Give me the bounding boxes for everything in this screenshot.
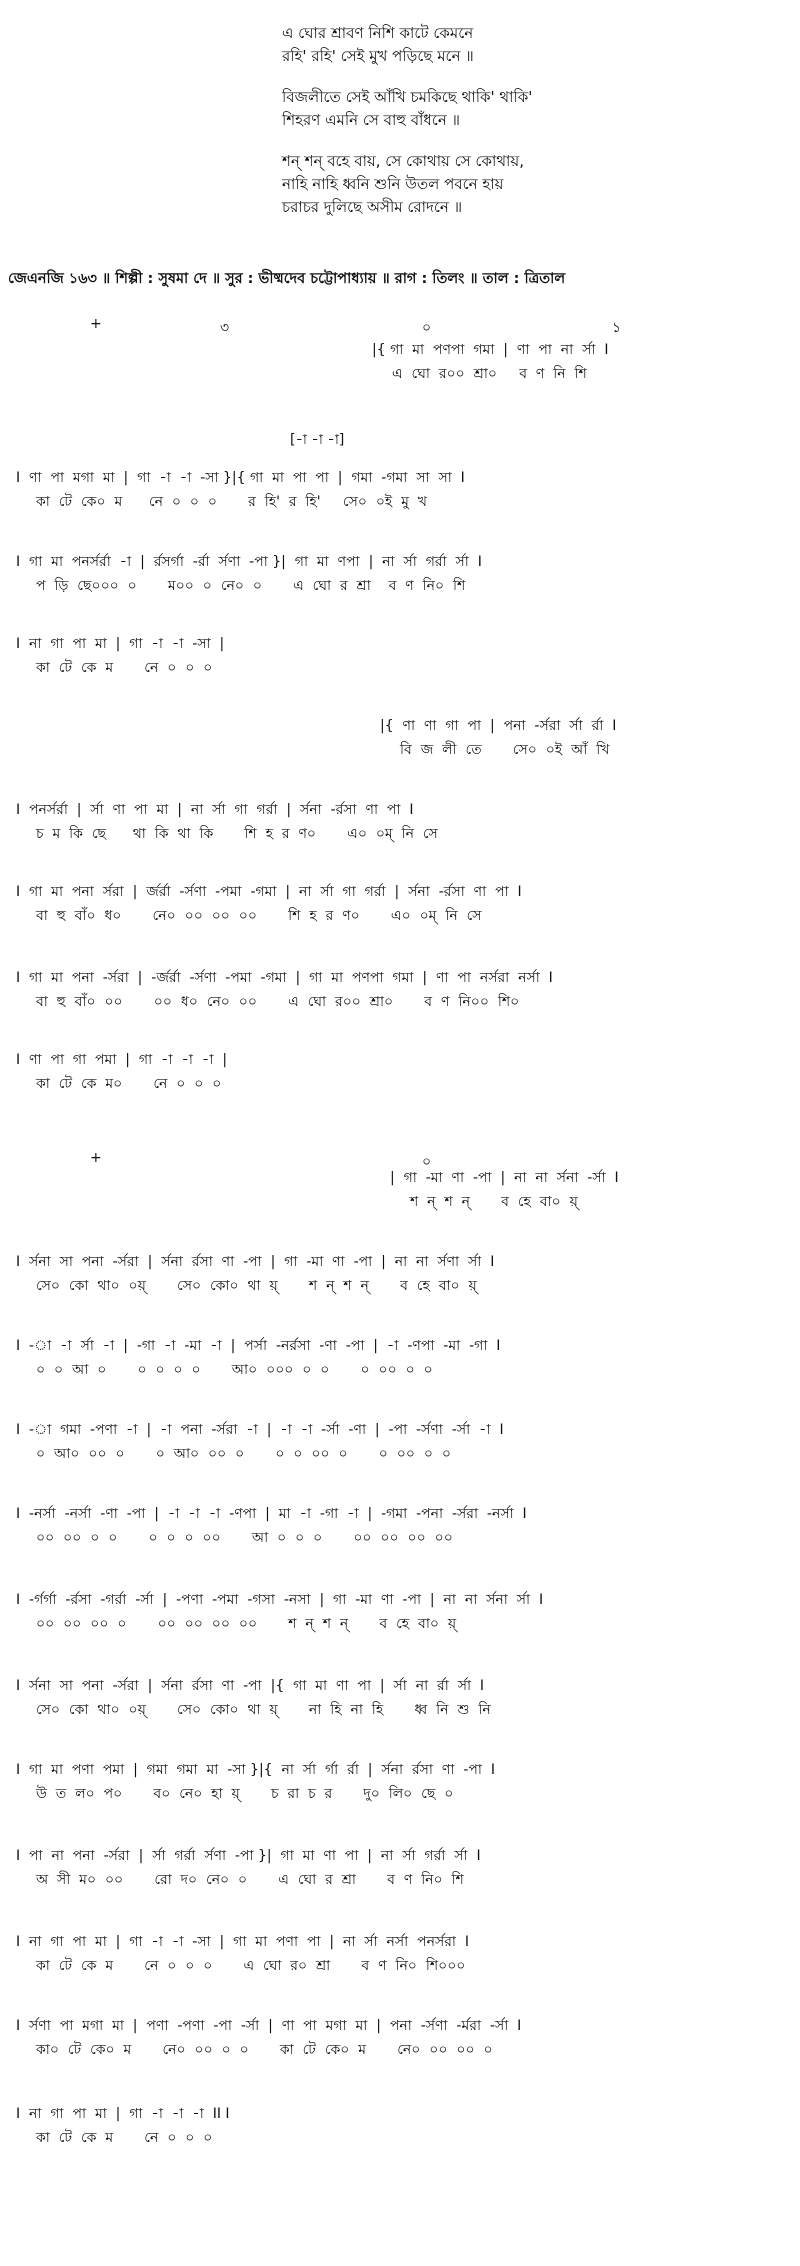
notation-notes-line: I ণা পা গা পমা | গা -া -া -া | bbox=[16, 1052, 228, 1068]
notation-notes-line: |{ গা মা পণপা গমা | ণা পা না র্সা I bbox=[372, 342, 609, 358]
notation-lyrics-line: ০০ ০০ ০০ ০ ০০ ০০ ০০ ০০ শ ন্‌ শ ন্‌ ব হে বা০ য়্‌ bbox=[36, 1616, 457, 1632]
lyrics-line: বিজলীতে সেই আঁখি চমকিছে থাকি' থাকি' bbox=[282, 88, 533, 106]
notation-lyrics-line: কা টে কে ম০ নে ০ ০ ০ bbox=[36, 1076, 222, 1092]
notation-notes-line: I র্সনা সা পনা -র্সরা | র্সনা র্রসা ণা -পা |{ গা মা ণা পা | র্সা না র্রা র্সা I bbox=[16, 1678, 485, 1694]
beat-marker-three: ৩ bbox=[220, 320, 230, 336]
notation-lyrics-line: সে০ কো থা০ ০য়্‌ সে০ কো০ থা য়্‌ না হি না হি ধ্ব নি শু নি bbox=[36, 1702, 491, 1718]
notation-lyrics-line: ০ ০ আ ০ ০ ০ ০ ০ আ০ ০০০ ০ ০ ০ ০০ ০ ০ bbox=[36, 1362, 433, 1378]
notation-notes-line: I র্সনা সা পনা -র্সরা | র্সনা র্রসা ণা -পা | গা -মা ণা -পা | না না র্সণা র্সা I bbox=[16, 1254, 495, 1270]
bracket-note: [-া -া -া] bbox=[290, 432, 345, 448]
notation-lyrics-line: শ ন্‌ শ ন্‌ ব হে বা০ য়্‌ bbox=[410, 1194, 578, 1210]
lyrics-line: নাহি নাহি ধ্বনি শুনি উতল পবনে হায় bbox=[282, 175, 504, 193]
notation-lyrics-line: বি জ লী তে সে০ ০ই আঁ খি bbox=[400, 742, 610, 758]
notation-lyrics-line: কা টে কে০ ম নে ০ ০ ০ র হি' র হি' সে০ ০ই মু খ bbox=[36, 494, 427, 510]
lyrics-line: এ ঘোর শ্রাবণ নিশি কাটে কেমনে bbox=[282, 24, 474, 42]
notation-lyrics-line: ০০ ০০ ০ ০ ০ ০ ০ ০০ আ ০ ০ ০ ০০ ০০ ০০ ০০ bbox=[36, 1530, 453, 1546]
lyrics-line: রহি' রহি' সেই মুখ পড়িছে মনে ॥ bbox=[282, 47, 474, 65]
notation-notes-line: I না গা পা মা | গা -া -া -সা | গা মা পণা পা | না র্সা নর্সা পনর্সরা I bbox=[16, 1934, 470, 1950]
notation-lyrics-line: সে০ কো থা০ ০য়্‌ সে০ কো০ থা য়্‌ শ ন্‌ শ ন্‌ ব হে বা০ য়্‌ bbox=[36, 1278, 477, 1294]
notation-lyrics-line: এ ঘো র০০ শ্রা০ ব ণ নি শি bbox=[392, 366, 587, 382]
notation-notes-line: I গা মা পনর্সর্রা -া | র্রসর্গা -র্রা র্সণা -পা }| গা মা ণপা | না র্সা গর্রা র্সা I bbox=[16, 554, 482, 570]
notation-notes-line: I গা মা পণা পমা | গমা গমা মা -সা }|{ না র্সা র্গা র্রা | র্সনা র্রসা ণা -পা I bbox=[16, 1762, 495, 1778]
notation-notes-line: I পা না পনা -র্সরা | র্সা গর্রা র্সণা -পা }| গা মা ণা পা | না র্সা গর্রা র্সা I bbox=[16, 1848, 481, 1864]
notation-lyrics-line: কা টে কে ম নে ০ ০ ০ bbox=[36, 660, 213, 676]
lyrics-block bbox=[282, 22, 762, 237]
beat-marker-plus: + bbox=[90, 316, 102, 332]
notation-lyrics-line: কা টে কে ম নে ০ ০ ০ এ ঘো র০ শ্রা ব ণ নি০ শি০০০ bbox=[36, 1958, 466, 1974]
notation-notes-line: I -া গমা -পণা -া | -া পনা -র্সরা -া | -া -া -র্সা -ণা | -পা -র্সণা -র্সা -া I bbox=[16, 1422, 504, 1438]
beat-marker-zero: ০ bbox=[422, 320, 432, 336]
notation-lyrics-line: চ ম কি ছে থা কি থা কি শি হ র ণ০ এ০ ০ম্‌ নি সে bbox=[36, 826, 438, 842]
notation-lyrics-line: বা হু বাঁ০ ০০ ০০ ধ০ নে০ ০০ এ ঘো র০০ শ্রা০ ব ণ নি০০ শি০ bbox=[36, 994, 520, 1010]
beat-marker-one: ১ bbox=[612, 320, 622, 336]
lyrics-line: চরাচর দুলিছে অসীম রোদনে ॥ bbox=[282, 198, 463, 216]
notation-notes-line: I -র্গর্গা -র্রসা -গর্রা -র্সা | -পণা -পমা -গসা -নসা | গা -মা ণা -পা | না না র্সনা র্সা I bbox=[16, 1592, 544, 1608]
lyrics-stanza-1 bbox=[282, 22, 762, 68]
lyrics-line: শিহরণ এমনি সে বাহু বাঁধনে ॥ bbox=[282, 111, 461, 129]
notation-notes-line: I র্সণা পা মগা মা | পণা -পণা -পা -র্সা | ণা পা মগা মা | পনা -র্সণা -র্মরা -র্সা I bbox=[16, 2018, 522, 2034]
notation-notes-line: I ণা পা মগা মা | গা -া -া -সা }|{ গা মা পা পা | গমা -গমা সা সা I bbox=[16, 470, 465, 486]
notation-notes-line: I -নর্সা -নর্সা -ণা -পা | -া -া -া -ণপা | মা -া -গা -া | -গমা -পনা -র্সরা -নর্সা I bbox=[16, 1506, 527, 1522]
notation-lyrics-line: ০ আ০ ০০ ০ ০ আ০ ০০ ০ ০ ০ ০০ ০ ০ ০০ ০ ০ bbox=[36, 1446, 451, 1462]
lyrics-line: শন্‌ শন্‌ বহে বায়, সে কোথায় সে কোথায়, bbox=[282, 152, 525, 170]
notation-notes-line: I না গা পা মা | গা -া -া -া II I bbox=[16, 2106, 230, 2122]
notation-lyrics-line: কা টে কে ম নে ০ ০ ০ bbox=[36, 2130, 213, 2146]
notation-lyrics-line: উ ত ল০ প০ ব০ নে০ হা য়্‌ চ রা চ র দু০ লি০ ছে ০ bbox=[36, 1786, 454, 1802]
notation-notes-line: I গা মা পনা র্সরা | র্জর্রা -র্সণা -পমা -গমা | না র্সা গা গর্রা | র্সনা -র্রসা ণা পা I bbox=[16, 884, 522, 900]
lyrics-stanza-2 bbox=[282, 86, 762, 132]
song-info-header: জেএনজি ১৬৩ ॥ শিল্পী : সুষমা দে ॥ সুর : ভীষ্মদেব চট্টোপাধ্যায় ॥ রাগ : তিলং ॥ তাল : ত্রিতাল bbox=[8, 271, 566, 287]
notation-lyrics-line: প ড়ি ছে০০০ ০ ম০০ ০ নে০ ০ এ ঘো র শ্রা ব ণ নি০ শি bbox=[36, 578, 466, 594]
notation-lyrics-line: কা০ টে কে০ ম নে০ ০০ ০ ০ কা টে কে০ ম নে০ ০০ ০০ ০ bbox=[36, 2042, 493, 2058]
notation-notes-line: | গা -মা ণা -পা | না না র্সনা -র্সা I bbox=[390, 1170, 619, 1186]
lyrics-stanza-3 bbox=[282, 150, 762, 219]
beat-marker-plus: + bbox=[90, 1150, 102, 1166]
notation-notes-line: I না গা পা মা | গা -া -া -সা | bbox=[16, 636, 225, 652]
notation-notes-line: I -া -া র্সা -া | -গা -া -মা -া | পর্সা -নর্রসা -ণা -পা | -া -ণপা -মা -গা I bbox=[16, 1338, 501, 1354]
notation-notes-line: I পনর্সর্রা | র্সা ণা পা মা | না র্সা গা গর্রা | র্সনা -র্রসা ণা পা I bbox=[16, 802, 414, 818]
notation-lyrics-line: বা হু বাঁ০ ধ০ নে০ ০০ ০০ ০০ শি হ র ণ০ এ০ ০ম্‌ নি সে bbox=[36, 908, 482, 924]
beat-marker-zero: ০ bbox=[422, 1154, 432, 1170]
notation-notes-line: |{ ণা ণা গা পা | পনা -র্সরা র্সা র্রা I bbox=[380, 718, 617, 734]
notation-lyrics-line: অ সী ম০ ০০ রো দ০ নে০ ০ এ ঘো র শ্রা ব ণ নি০ শি bbox=[36, 1872, 464, 1888]
notation-notes-line: I গা মা পনা -র্সরা | -র্জর্রা -র্সণা -পমা -গমা | গা মা পণপা গমা | ণা পা নর্সরা নর্সা I bbox=[16, 970, 553, 986]
